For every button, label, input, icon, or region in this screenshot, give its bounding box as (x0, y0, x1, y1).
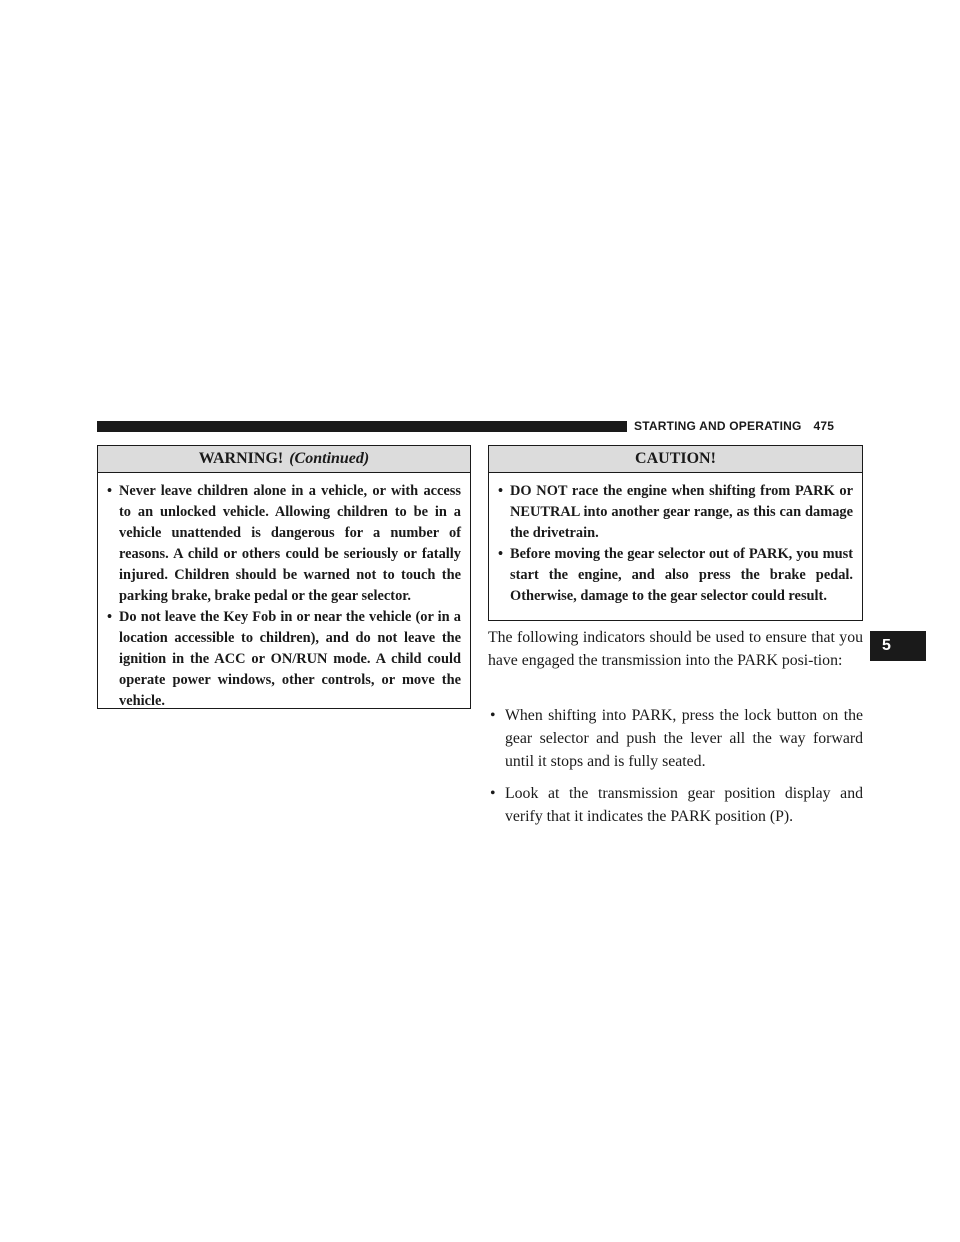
section-title: STARTING AND OPERATING (634, 419, 802, 433)
caution-item: • DO NOT race the engine when shifting from PARK or NEUTRAL into another gear range, as this can damage the drivetrain. (498, 481, 853, 544)
header-rule (97, 421, 627, 432)
running-header (634, 419, 834, 433)
warning-item: • Do not leave the Key Fob in or near the vehicle (or in a location accessible to children), and do not leave the ignition in the ACC or ON/RUN mode. A child could operate power windows, other controls, or move the vehicle. (107, 607, 461, 712)
park-indicator-list (488, 704, 863, 837)
chapter-tab: 5 (870, 631, 926, 661)
list-item: • When shifting into PARK, press the lock button on the gear selector and push the lever all the way forward until it stops and is fully seated. (488, 704, 863, 773)
caution-title: CAUTION! (635, 450, 716, 467)
caution-box (488, 445, 863, 621)
caution-header (489, 446, 862, 473)
warning-subtitle: (Continued) (289, 450, 370, 467)
warning-title: WARNING! (198, 450, 284, 467)
list-item: • Look at the transmission gear position display and verify that it indicates the PARK position (P). (488, 782, 863, 828)
intro-paragraph: The following indicators should be used to ensure that you have engaged the transmission into the PARK posi-tion: (488, 629, 863, 669)
caution-item: • Before moving the gear selector out of PARK, you must start the engine, and also press the brake pedal. Otherwise, damage to the gear selector could result. (498, 544, 853, 607)
page-number: 475 (813, 419, 835, 433)
caution-list (489, 473, 862, 617)
warning-box (97, 445, 471, 709)
warning-list (98, 473, 470, 722)
warning-item: • Never leave children alone in a vehicle, or with access to an unlocked vehicle. Allowing children to be in a vehicle unattended is dangerous for a number of reasons. A child or others could be seriously or fatally injured. Children should be warned not to touch the parking brake, brake pedal or the gear selector. (107, 481, 461, 607)
warning-header (98, 446, 470, 473)
